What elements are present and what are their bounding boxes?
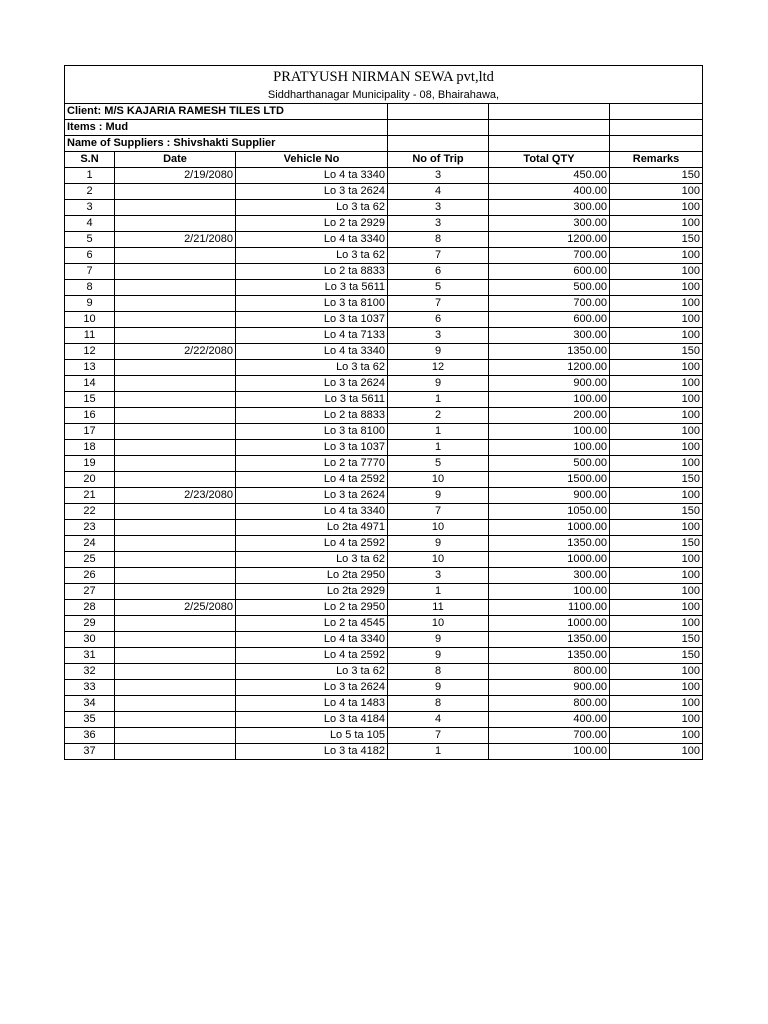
table-row [65, 616, 703, 632]
table-row [65, 728, 703, 744]
cell-total-qty: 300.00 [489, 216, 610, 232]
cell-total-qty: 1000.00 [489, 520, 610, 536]
table-row [65, 584, 703, 600]
cell-remarks: 150 [610, 232, 703, 248]
cell-date [115, 648, 236, 664]
column-header-row [65, 152, 703, 168]
cell-sn: 35 [65, 712, 115, 728]
cell-total-qty: 1000.00 [489, 616, 610, 632]
cell-vehicle-no: Lo 2 ta 8833 [236, 264, 388, 280]
cell-no-of-trip: 3 [388, 200, 489, 216]
cell-sn: 2 [65, 184, 115, 200]
cell-remarks: 150 [610, 472, 703, 488]
cell-vehicle-no: Lo 3 ta 5611 [236, 392, 388, 408]
cell-vehicle-no: Lo 3 ta 62 [236, 200, 388, 216]
cell-vehicle-no: Lo 2 ta 8833 [236, 408, 388, 424]
cell-remarks: 100 [610, 600, 703, 616]
cell-sn: 1 [65, 168, 115, 184]
cell-sn: 37 [65, 744, 115, 760]
cell-total-qty: 100.00 [489, 584, 610, 600]
client-name: Client: M/S KAJARIA RAMESH TILES LTD [65, 104, 388, 120]
cell-no-of-trip: 5 [388, 456, 489, 472]
cell-total-qty: 100.00 [489, 424, 610, 440]
cell-no-of-trip: 1 [388, 744, 489, 760]
cell-vehicle-no: Lo 4 ta 3340 [236, 168, 388, 184]
cell-sn: 36 [65, 728, 115, 744]
cell-vehicle-no: Lo 3 ta 8100 [236, 296, 388, 312]
table-row [65, 680, 703, 696]
cell-vehicle-no: Lo 3 ta 62 [236, 664, 388, 680]
cell-no-of-trip: 1 [388, 584, 489, 600]
supplier-name: Name of Suppliers : Shivshakti Supplier [65, 136, 388, 152]
table-row [65, 168, 703, 184]
cell-remarks: 100 [610, 744, 703, 760]
table-row [65, 568, 703, 584]
cell-no-of-trip: 7 [388, 248, 489, 264]
cell-no-of-trip: 10 [388, 552, 489, 568]
cell-no-of-trip: 3 [388, 568, 489, 584]
cell-date [115, 312, 236, 328]
cell-total-qty: 300.00 [489, 328, 610, 344]
cell-sn: 14 [65, 376, 115, 392]
cell-vehicle-no: Lo 3 ta 2624 [236, 184, 388, 200]
cell-total-qty: 1350.00 [489, 344, 610, 360]
empty-cell [388, 104, 489, 120]
company-title: PRATYUSH NIRMAN SEWA pvt,ltd [65, 66, 703, 89]
cell-total-qty: 600.00 [489, 312, 610, 328]
cell-no-of-trip: 8 [388, 232, 489, 248]
table-row [65, 392, 703, 408]
cell-date [115, 552, 236, 568]
cell-no-of-trip: 9 [388, 344, 489, 360]
cell-remarks: 150 [610, 536, 703, 552]
cell-remarks: 100 [610, 488, 703, 504]
cell-no-of-trip: 2 [388, 408, 489, 424]
cell-total-qty: 800.00 [489, 696, 610, 712]
table-row [65, 504, 703, 520]
cell-vehicle-no: Lo 4 ta 2592 [236, 536, 388, 552]
cell-sn: 15 [65, 392, 115, 408]
header-total-qty: Total QTY [489, 152, 610, 168]
cell-vehicle-no: Lo 3 ta 4184 [236, 712, 388, 728]
cell-sn: 30 [65, 632, 115, 648]
cell-date [115, 264, 236, 280]
cell-no-of-trip: 7 [388, 504, 489, 520]
cell-total-qty: 700.00 [489, 296, 610, 312]
table-row [65, 344, 703, 360]
cell-remarks: 100 [610, 680, 703, 696]
cell-date [115, 280, 236, 296]
table-row [65, 648, 703, 664]
cell-vehicle-no: Lo 4 ta 3340 [236, 632, 388, 648]
cell-sn: 25 [65, 552, 115, 568]
cell-total-qty: 800.00 [489, 664, 610, 680]
cell-vehicle-no: Lo 3 ta 62 [236, 360, 388, 376]
cell-date [115, 696, 236, 712]
cell-sn: 16 [65, 408, 115, 424]
cell-no-of-trip: 8 [388, 696, 489, 712]
cell-date [115, 440, 236, 456]
table-row [65, 184, 703, 200]
cell-total-qty: 1350.00 [489, 632, 610, 648]
cell-date [115, 728, 236, 744]
empty-cell [388, 136, 489, 152]
cell-sn: 18 [65, 440, 115, 456]
cell-date [115, 680, 236, 696]
cell-date: 2/19/2080 [115, 168, 236, 184]
cell-total-qty: 1000.00 [489, 552, 610, 568]
header-no-of-trip: No of Trip [388, 152, 489, 168]
cell-vehicle-no: Lo 4 ta 1483 [236, 696, 388, 712]
cell-sn: 13 [65, 360, 115, 376]
cell-total-qty: 700.00 [489, 248, 610, 264]
cell-sn: 12 [65, 344, 115, 360]
header-date: Date [115, 152, 236, 168]
cell-total-qty: 100.00 [489, 392, 610, 408]
table-row [65, 440, 703, 456]
cell-date [115, 504, 236, 520]
cell-no-of-trip: 6 [388, 264, 489, 280]
table-row [65, 424, 703, 440]
cell-total-qty: 500.00 [489, 456, 610, 472]
cell-vehicle-no: Lo 3 ta 4182 [236, 744, 388, 760]
cell-no-of-trip: 6 [388, 312, 489, 328]
cell-date [115, 536, 236, 552]
cell-remarks: 100 [610, 664, 703, 680]
cell-remarks: 150 [610, 504, 703, 520]
cell-vehicle-no: Lo 3 ta 8100 [236, 424, 388, 440]
table-row [65, 712, 703, 728]
company-address: Siddharthanagar Municipality - 08, Bhairahawa, [65, 88, 703, 104]
cell-sn: 29 [65, 616, 115, 632]
cell-no-of-trip: 5 [388, 280, 489, 296]
cell-sn: 27 [65, 584, 115, 600]
cell-date [115, 584, 236, 600]
cell-vehicle-no: Lo 4 ta 2592 [236, 472, 388, 488]
cell-remarks: 100 [610, 248, 703, 264]
cell-sn: 28 [65, 600, 115, 616]
cell-no-of-trip: 3 [388, 216, 489, 232]
cell-remarks: 100 [610, 360, 703, 376]
cell-vehicle-no: Lo 5 ta 105 [236, 728, 388, 744]
cell-remarks: 150 [610, 344, 703, 360]
cell-no-of-trip: 8 [388, 664, 489, 680]
header-remarks: Remarks [610, 152, 703, 168]
table-row [65, 456, 703, 472]
table-row [65, 600, 703, 616]
cell-date [115, 200, 236, 216]
items-label: Items : Mud [65, 120, 388, 136]
cell-remarks: 100 [610, 392, 703, 408]
cell-date [115, 456, 236, 472]
table-row [65, 408, 703, 424]
cell-no-of-trip: 9 [388, 536, 489, 552]
cell-remarks: 100 [610, 696, 703, 712]
cell-no-of-trip: 1 [388, 392, 489, 408]
cell-no-of-trip: 3 [388, 168, 489, 184]
cell-date [115, 328, 236, 344]
cell-no-of-trip: 7 [388, 728, 489, 744]
cell-vehicle-no: Lo 2ta 2929 [236, 584, 388, 600]
cell-no-of-trip: 1 [388, 424, 489, 440]
cell-remarks: 100 [610, 456, 703, 472]
cell-total-qty: 300.00 [489, 568, 610, 584]
cell-remarks: 100 [610, 616, 703, 632]
cell-remarks: 100 [610, 200, 703, 216]
cell-vehicle-no: Lo 3 ta 1037 [236, 440, 388, 456]
cell-date [115, 376, 236, 392]
empty-cell [489, 120, 610, 136]
cell-date [115, 296, 236, 312]
cell-vehicle-no: Lo 3 ta 2624 [236, 488, 388, 504]
cell-sn: 11 [65, 328, 115, 344]
table-row [65, 536, 703, 552]
supply-sheet [64, 65, 703, 760]
cell-date: 2/21/2080 [115, 232, 236, 248]
cell-date [115, 408, 236, 424]
cell-remarks: 100 [610, 280, 703, 296]
table-row [65, 216, 703, 232]
cell-date: 2/23/2080 [115, 488, 236, 504]
cell-vehicle-no: Lo 2 ta 2950 [236, 600, 388, 616]
cell-date [115, 424, 236, 440]
cell-sn: 26 [65, 568, 115, 584]
table-row [65, 632, 703, 648]
cell-vehicle-no: Lo 2ta 2950 [236, 568, 388, 584]
cell-sn: 10 [65, 312, 115, 328]
cell-remarks: 100 [610, 184, 703, 200]
cell-vehicle-no: Lo 4 ta 3340 [236, 504, 388, 520]
cell-date [115, 472, 236, 488]
cell-vehicle-no: Lo 3 ta 2624 [236, 680, 388, 696]
table-row [65, 296, 703, 312]
table-row [65, 552, 703, 568]
cell-no-of-trip: 9 [388, 632, 489, 648]
table-row [65, 232, 703, 248]
cell-total-qty: 900.00 [489, 488, 610, 504]
empty-cell [610, 104, 703, 120]
cell-date [115, 184, 236, 200]
cell-vehicle-no: Lo 4 ta 2592 [236, 648, 388, 664]
empty-cell [388, 120, 489, 136]
cell-no-of-trip: 9 [388, 680, 489, 696]
cell-sn: 20 [65, 472, 115, 488]
cell-no-of-trip: 9 [388, 648, 489, 664]
cell-date [115, 248, 236, 264]
cell-vehicle-no: Lo 3 ta 1037 [236, 312, 388, 328]
cell-remarks: 100 [610, 408, 703, 424]
cell-total-qty: 500.00 [489, 280, 610, 296]
cell-sn: 22 [65, 504, 115, 520]
cell-total-qty: 300.00 [489, 200, 610, 216]
cell-date [115, 216, 236, 232]
cell-vehicle-no: Lo 2ta 4971 [236, 520, 388, 536]
cell-sn: 23 [65, 520, 115, 536]
cell-no-of-trip: 7 [388, 296, 489, 312]
header-sn: S.N [65, 152, 115, 168]
cell-total-qty: 1050.00 [489, 504, 610, 520]
cell-vehicle-no: Lo 2 ta 2929 [236, 216, 388, 232]
cell-sn: 6 [65, 248, 115, 264]
cell-vehicle-no: Lo 2 ta 4545 [236, 616, 388, 632]
cell-date [115, 712, 236, 728]
cell-vehicle-no: Lo 3 ta 62 [236, 552, 388, 568]
cell-remarks: 100 [610, 520, 703, 536]
cell-remarks: 100 [610, 216, 703, 232]
cell-remarks: 100 [610, 728, 703, 744]
cell-remarks: 100 [610, 264, 703, 280]
header-vehicle-no: Vehicle No [236, 152, 388, 168]
cell-sn: 3 [65, 200, 115, 216]
cell-vehicle-no: Lo 3 ta 2624 [236, 376, 388, 392]
cell-total-qty: 1350.00 [489, 648, 610, 664]
table-row [65, 248, 703, 264]
empty-cell [489, 136, 610, 152]
cell-sn: 8 [65, 280, 115, 296]
cell-total-qty: 1350.00 [489, 536, 610, 552]
table-row [65, 312, 703, 328]
cell-no-of-trip: 4 [388, 712, 489, 728]
cell-vehicle-no: Lo 4 ta 3340 [236, 344, 388, 360]
cell-date [115, 520, 236, 536]
cell-total-qty: 900.00 [489, 376, 610, 392]
cell-no-of-trip: 10 [388, 520, 489, 536]
cell-date [115, 744, 236, 760]
table-row [65, 280, 703, 296]
cell-total-qty: 1500.00 [489, 472, 610, 488]
cell-sn: 24 [65, 536, 115, 552]
cell-remarks: 150 [610, 168, 703, 184]
table-row [65, 472, 703, 488]
cell-total-qty: 100.00 [489, 440, 610, 456]
cell-date [115, 360, 236, 376]
cell-vehicle-no: Lo 2 ta 7770 [236, 456, 388, 472]
cell-no-of-trip: 1 [388, 440, 489, 456]
cell-sn: 32 [65, 664, 115, 680]
cell-total-qty: 450.00 [489, 168, 610, 184]
cell-vehicle-no: Lo 4 ta 7133 [236, 328, 388, 344]
cell-remarks: 100 [610, 584, 703, 600]
table-row [65, 328, 703, 344]
cell-sn: 17 [65, 424, 115, 440]
cell-total-qty: 1100.00 [489, 600, 610, 616]
cell-date [115, 616, 236, 632]
cell-no-of-trip: 10 [388, 472, 489, 488]
cell-sn: 33 [65, 680, 115, 696]
table-row [65, 488, 703, 504]
cell-remarks: 100 [610, 568, 703, 584]
table-row [65, 696, 703, 712]
cell-date [115, 568, 236, 584]
cell-date [115, 664, 236, 680]
cell-no-of-trip: 12 [388, 360, 489, 376]
cell-total-qty: 200.00 [489, 408, 610, 424]
cell-no-of-trip: 9 [388, 488, 489, 504]
empty-cell [489, 104, 610, 120]
cell-no-of-trip: 9 [388, 376, 489, 392]
cell-vehicle-no: Lo 3 ta 62 [236, 248, 388, 264]
cell-vehicle-no: Lo 4 ta 3340 [236, 232, 388, 248]
cell-total-qty: 600.00 [489, 264, 610, 280]
cell-vehicle-no: Lo 3 ta 5611 [236, 280, 388, 296]
cell-remarks: 100 [610, 328, 703, 344]
table-row [65, 744, 703, 760]
cell-date [115, 632, 236, 648]
table-row [65, 200, 703, 216]
cell-sn: 34 [65, 696, 115, 712]
cell-remarks: 100 [610, 296, 703, 312]
cell-sn: 4 [65, 216, 115, 232]
cell-remarks: 150 [610, 648, 703, 664]
cell-date: 2/25/2080 [115, 600, 236, 616]
cell-no-of-trip: 4 [388, 184, 489, 200]
cell-total-qty: 100.00 [489, 744, 610, 760]
cell-no-of-trip: 10 [388, 616, 489, 632]
cell-remarks: 150 [610, 632, 703, 648]
cell-remarks: 100 [610, 424, 703, 440]
cell-sn: 7 [65, 264, 115, 280]
cell-remarks: 100 [610, 376, 703, 392]
cell-remarks: 100 [610, 712, 703, 728]
empty-cell [610, 120, 703, 136]
cell-no-of-trip: 3 [388, 328, 489, 344]
cell-total-qty: 700.00 [489, 728, 610, 744]
table-row [65, 664, 703, 680]
cell-remarks: 100 [610, 552, 703, 568]
cell-sn: 31 [65, 648, 115, 664]
cell-remarks: 100 [610, 440, 703, 456]
empty-cell [610, 136, 703, 152]
cell-remarks: 100 [610, 312, 703, 328]
cell-total-qty: 1200.00 [489, 360, 610, 376]
table-row [65, 376, 703, 392]
table-row [65, 360, 703, 376]
cell-date [115, 392, 236, 408]
cell-sn: 21 [65, 488, 115, 504]
table-row [65, 264, 703, 280]
cell-sn: 9 [65, 296, 115, 312]
cell-total-qty: 900.00 [489, 680, 610, 696]
cell-sn: 5 [65, 232, 115, 248]
cell-total-qty: 1200.00 [489, 232, 610, 248]
cell-total-qty: 400.00 [489, 712, 610, 728]
table-row [65, 520, 703, 536]
cell-no-of-trip: 11 [388, 600, 489, 616]
cell-date: 2/22/2080 [115, 344, 236, 360]
cell-sn: 19 [65, 456, 115, 472]
cell-total-qty: 400.00 [489, 184, 610, 200]
